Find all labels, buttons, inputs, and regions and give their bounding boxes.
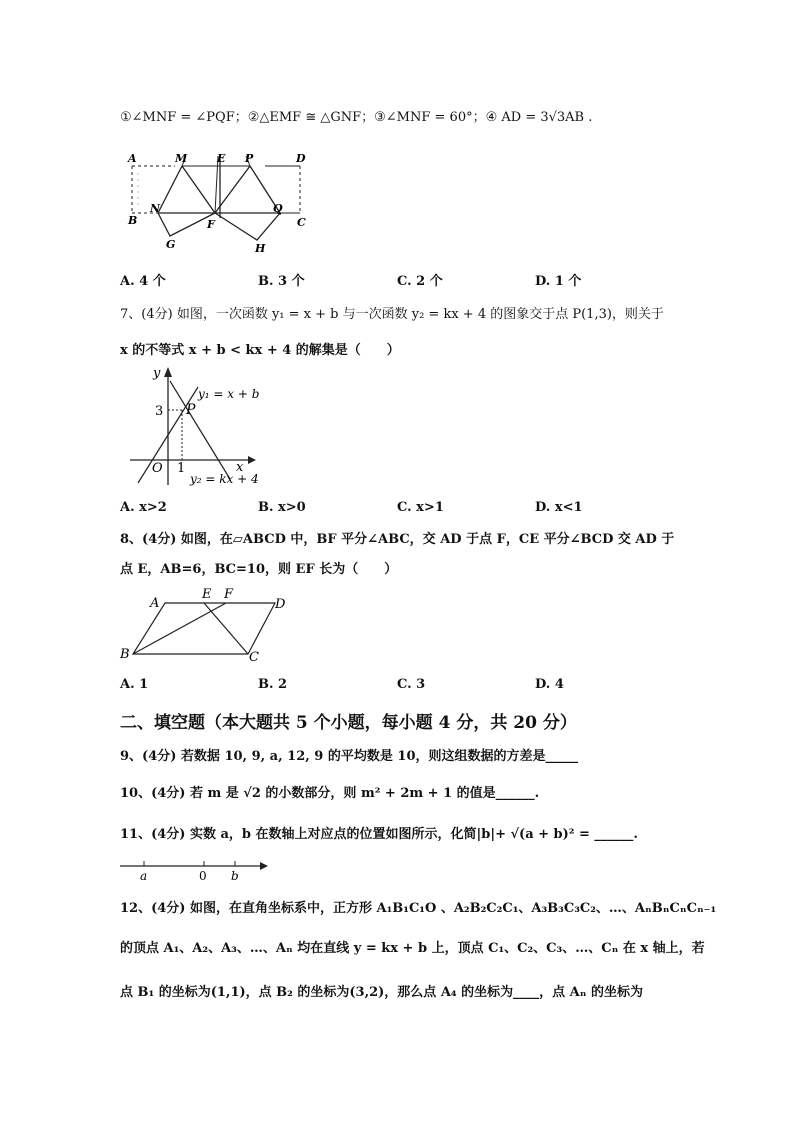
label-tick-y3: 3	[155, 404, 164, 419]
q9-question: 9、(4分) 若数据 10, 9, a, 12, 9 的平均数是 10，则这组数据的方差是_____	[120, 749, 578, 764]
label-B: B	[120, 647, 130, 662]
label-F: F	[224, 587, 234, 602]
q8-option-d[interactable]: D. 4	[535, 677, 564, 692]
q8-question-line1: 8、(4分) 如图，在▱ABCD 中，BF 平分∠ABC，交 AD 于点 F，CE 平分∠BCD 交 AD 于	[120, 532, 675, 547]
q12-question-line3: 点 B₁ 的坐标为(1,1)，点 B₂ 的坐标为(3,2)，那么点 A₄ 的坐标为____，点 Aₙ 的坐标为	[120, 985, 644, 1000]
label-G: G	[166, 238, 176, 251]
q11-question: 11、(4分) 实数 a，b 在数轴上对应点的位置如图所示，化简|b|+ √(a + b)² = ______.	[120, 827, 638, 842]
label-Q: Q	[273, 202, 283, 215]
q7-option-b[interactable]: B. x>0	[258, 500, 306, 515]
label-tick-x1: 1	[177, 461, 186, 476]
q7-option-d[interactable]: D. x<1	[535, 500, 583, 515]
q8-question-line2: 点 E，AB=6，BC=10，则 EF 长为（ ）	[120, 562, 398, 577]
q8-option-b[interactable]: B. 2	[258, 677, 288, 692]
label-E: E	[217, 152, 226, 165]
label-B: B	[128, 214, 138, 227]
q6-folding-figure	[120, 148, 320, 263]
label-C: C	[297, 216, 306, 229]
label-C: C	[249, 650, 259, 665]
q12-question-line2: 的顶点 A₁、A₂、A₃、…、Aₙ 均在直线 y = kx + b 上，顶点 C₁、C₂、C₃、…、Cₙ 在 x 轴上，若	[120, 941, 705, 956]
label-P: P	[245, 152, 254, 165]
q6-option-b[interactable]: B. 3 个	[258, 274, 305, 289]
label-N: N	[150, 202, 161, 215]
q12-question-line1: 12、(4分) 如图，在直角坐标系中，正方形 A₁B₁C₁O 、A₂B₂C₂C₁、A₃B₃C₃C₂、…、AₙBₙCₙCₙ₋₁	[120, 901, 717, 916]
label-A: A	[128, 152, 137, 165]
q6-option-c[interactable]: C. 2 个	[397, 274, 443, 289]
label-line-y2: y₂ = kx + 4	[190, 472, 259, 486]
section-heading-fill-in: 二、填空题（本大题共 5 个小题，每小题 4 分，共 20 分）	[120, 713, 577, 733]
q8-parallelogram-figure	[118, 588, 298, 663]
label-F: F	[207, 218, 215, 231]
label-H: H	[255, 242, 266, 255]
label-point-p: P	[186, 402, 196, 418]
q7-question-line1: 7、(4分) 如图，一次函数 y₁ = x + b 与一次函数 y₂ = kx + 4 的图象交于点 P(1,3)，则关于	[120, 307, 664, 322]
q8-option-a[interactable]: A. 1	[120, 677, 149, 692]
label-zero: 0	[199, 869, 207, 883]
q7-option-c[interactable]: C. x>1	[397, 500, 444, 515]
label-origin: O	[152, 461, 163, 476]
label-y-axis: y	[153, 366, 161, 381]
q11-number-line	[120, 856, 270, 886]
label-M: M	[175, 152, 188, 165]
label-line-y1: y₁ = x + b	[198, 387, 260, 401]
q6-option-d[interactable]: D. 1 个	[535, 274, 582, 289]
label-b: b	[231, 869, 239, 883]
q7-option-a[interactable]: A. x>2	[120, 500, 167, 515]
label-D: D	[275, 597, 286, 612]
label-E: E	[202, 587, 212, 602]
q6-statements: ①∠MNF = ∠PQF；②△EMF ≅ △GNF；③∠MNF = 60°；④ AD = 3√3AB .	[120, 110, 593, 125]
label-x-axis: x	[236, 460, 244, 475]
label-a: a	[140, 869, 148, 883]
q7-function-graph	[130, 367, 280, 492]
q10-question: 10、(4分) 若 m 是 √2 的小数部分，则 m² + 2m + 1 的值是______.	[120, 786, 540, 801]
label-A: A	[150, 596, 160, 611]
q8-option-c[interactable]: C. 3	[397, 677, 426, 692]
label-D: D	[296, 152, 306, 165]
q6-option-a[interactable]: A. 4 个	[120, 274, 166, 289]
q7-question-line2: x 的不等式 x + b < kx + 4 的解集是（ ）	[120, 343, 400, 358]
